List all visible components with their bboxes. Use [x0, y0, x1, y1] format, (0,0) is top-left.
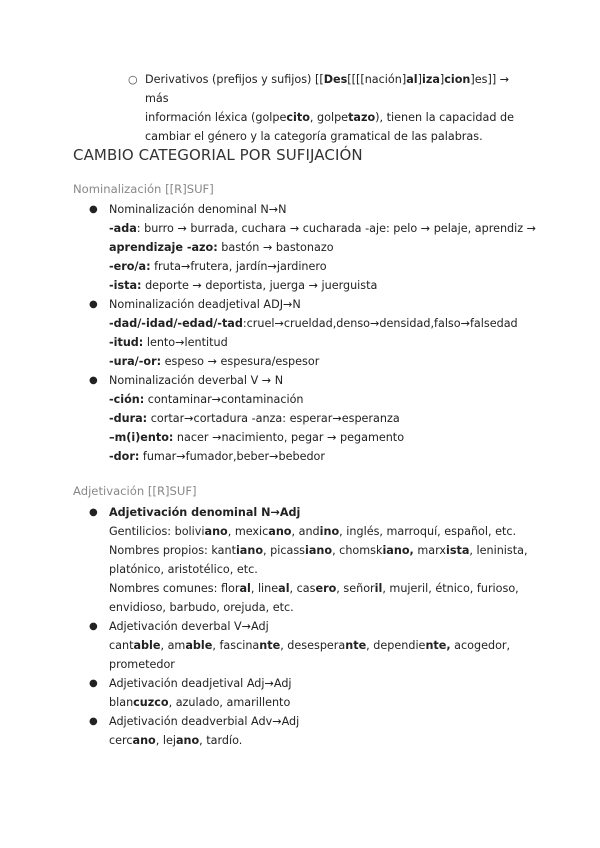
list-item-detail: -dad/-idad/-edad/-tad:cruel→crueldad,denso→densidad,falso→falsedad	[109, 317, 518, 330]
list-item-detail: envidioso, barbudo, orejuda, etc.	[109, 601, 294, 614]
list-item-detail: -ero/a: fruta→frutera, jardín→jardinero	[109, 260, 327, 273]
list-item-detail: -ada: burro → burrada, cuchara → cucharada -aje: pelo → pelaje, aprendiz →	[109, 222, 537, 235]
list-item: Adjetivación deadverbial Adv→Adj	[109, 715, 300, 728]
section-title: CAMBIO CATEGORIAL POR SUFIJACIÓN	[73, 146, 363, 164]
bullet-icon: ●	[89, 716, 98, 727]
bullet-icon: ●	[89, 678, 98, 689]
list-item-detail: aprendizaje -azo: bastón → bastonazo	[109, 241, 334, 254]
list-item-detail: -dura: cortar→cortadura -anza: esperar→esperanza	[109, 412, 400, 425]
list-item: Nominalización deverbal V → N	[109, 374, 284, 387]
list-item-detail: cantable, amable, fascinante, desesperante, dependiente, acogedor,	[109, 639, 511, 652]
hollow-bullet-icon: ○	[128, 73, 138, 86]
list-item: Adjetivación denominal N→Adj	[109, 506, 301, 519]
list-item-detail: platónico, aristotélico, etc.	[109, 563, 258, 576]
list-item-detail: blancuzco, azulado, amarillento	[109, 696, 291, 709]
list-item-detail: -ción: contaminar→contaminación	[109, 393, 304, 406]
list-item-detail: Nombres comunes: floral, lineal, casero, señoril, mujeril, étnico, furioso,	[109, 582, 519, 595]
list-item-detail: Nombres propios: kantiano, picassiano, chomskiano, marxista, leninista,	[109, 544, 528, 557]
bullet-icon: ●	[89, 507, 98, 518]
list-item-detail: cercano, lejano, tardío.	[109, 734, 243, 747]
list-item-detail: Gentilicios: boliviano, mexicano, andino, inglés, marroquí, español, etc.	[109, 525, 517, 538]
bullet-icon: ●	[89, 204, 98, 215]
list-item-detail: -dor: fumar→fumador,beber→bebedor	[109, 450, 325, 463]
bullet-icon: ●	[89, 375, 98, 386]
list-item-detail: -ura/-or: espeso → espesura/espesor	[109, 355, 320, 368]
bullet-icon: ●	[89, 621, 98, 632]
list-item-detail: -itud: lento→lentitud	[109, 336, 228, 349]
list-item: Adjetivación deadjetival Adj→Adj	[109, 677, 292, 690]
derivativos-paragraph	[145, 70, 535, 146]
list-item-detail: –m(i)ento: nacer →nacimiento, pegar → pegamento	[109, 431, 405, 444]
list-item-detail: -ista: deporte → deportista, juerga → juerguista	[109, 279, 378, 292]
derivativos-line-1: Derivativos (prefijos y sufijos) [[Des[[[[nación]al]iza]cion]es]] → más	[145, 73, 510, 105]
adjetivacion-heading: Adjetivación [[R]SUF]	[73, 484, 197, 498]
derivativos-line-3: cambiar el género y la categoría gramatical de las palabras.	[145, 130, 483, 143]
nominalizacion-heading: Nominalización [[R]SUF]	[73, 182, 214, 196]
list-item: Adjetivación deverbal V→Adj	[109, 620, 269, 633]
list-item: Nominalización denominal N→N	[109, 203, 287, 216]
list-item-detail: prometedor	[109, 658, 175, 671]
list-item: Nominalización deadjetival ADJ→N	[109, 298, 301, 311]
derivativos-line-2: información léxica (golpecito, golpetazo), tienen la capacidad de	[145, 111, 514, 124]
bullet-icon: ●	[89, 299, 98, 310]
